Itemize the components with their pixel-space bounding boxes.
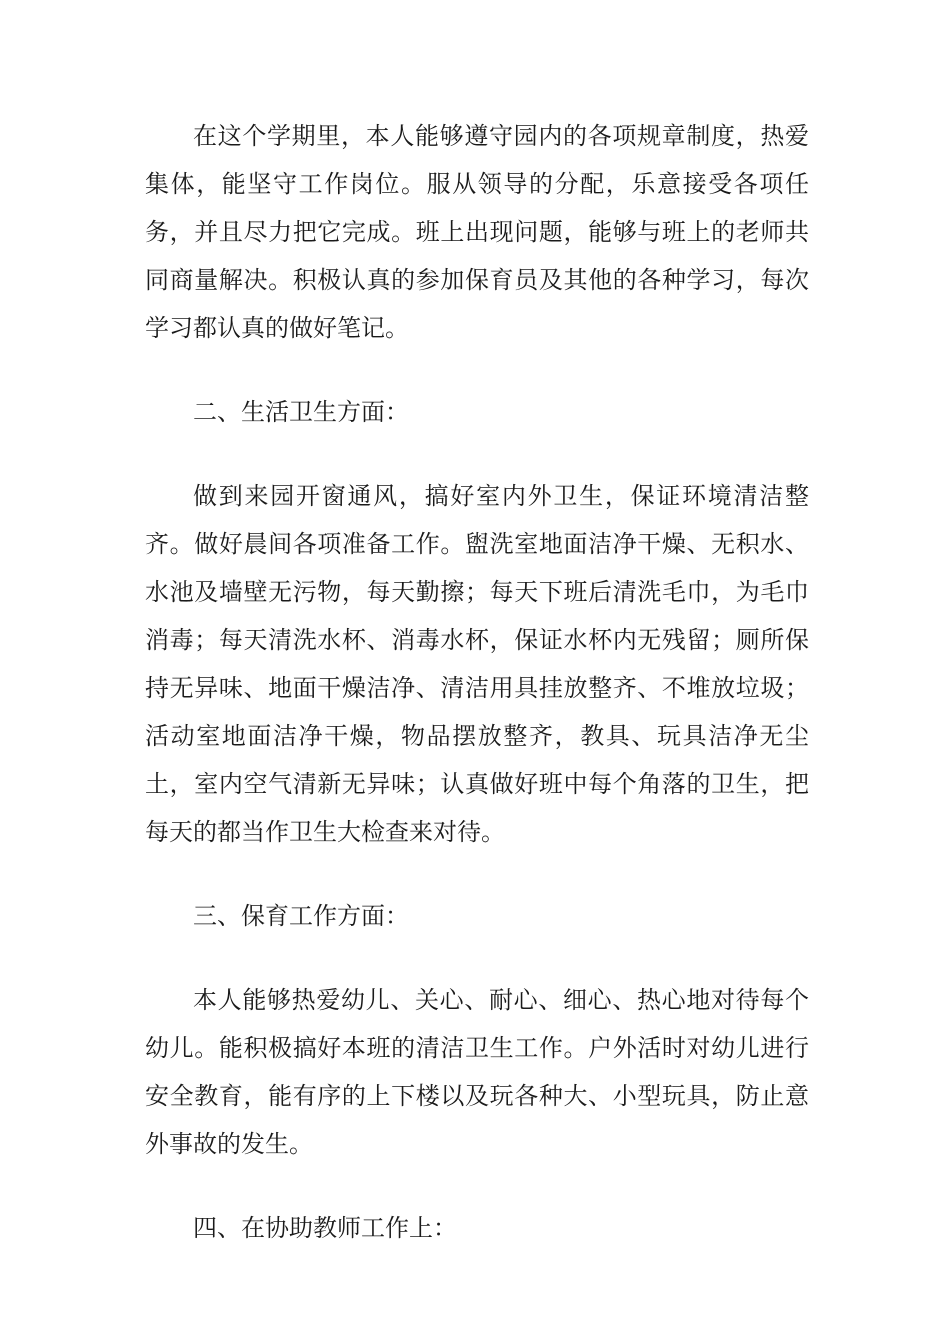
heading-hygiene: 二、生活卫生方面： [193,398,409,426]
paragraph-childcare: 本人能够热爱幼儿、关心、耐心、细心、热心地对待每个幼儿。能积极搞好本班的清洁卫生工作。户外活时对幼儿进行安全教育，能有序的上下楼以及玩各种大、小型玩具，防止意外事故的发生。 [145,986,809,1158]
heading-assisting-teachers: 四、在协助教师工作上： [193,1214,457,1242]
document-body [145,112,809,1252]
paragraph-discipline: 在这个学期里，本人能够遵守园内的各项规章制度，热爱集体，能坚守工作岗位。服从领导的分配，乐意接受各项任务，并且尽力把它完成。班上出现问题，能够与班上的老师共同商量解决。积极认真的参加保育员及其他的各种学习，每次学习都认真的做好笔记。 [145,122,809,342]
paragraph-hygiene: 做到来园开窗通风，搞好室内外卫生，保证环境清洁整齐。做好晨间各项准备工作。盥洗室地面洁净干燥、无积水、水池及墙壁无污物，每天勤擦；每天下班后清洗毛巾，为毛巾消毒；每天清洗水杯、消毒水杯，保证水杯内无残留；厕所保持无异味、地面干燥洁净、清洁用具挂放整齐、不堆放垃圾；活动室地面洁净干燥，物品摆放整齐，教具、玩具洁净无尘土，室内空气清新无异味；认真做好班中每个角落的卫生，把每天的都当作卫生大检查来对待。 [145,482,809,846]
heading-childcare: 三、保育工作方面： [193,902,409,930]
